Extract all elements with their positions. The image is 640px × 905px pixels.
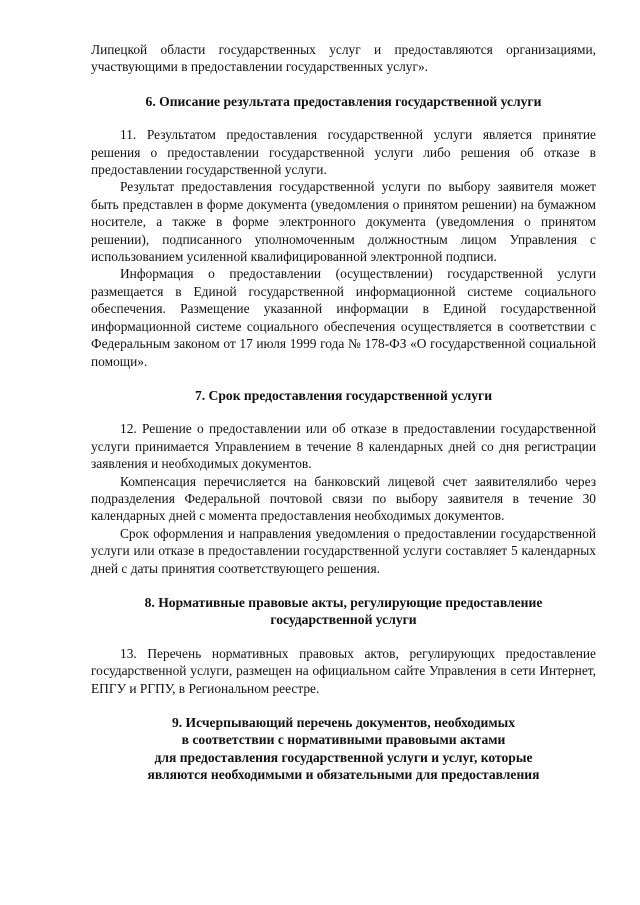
- paragraph-result-form: Результат предоставления государственной услуги по выбору заявителя может быть представлен в форме документа (уведомления о принятом решении) на бумажном носителе, а также в форме электронного документа (уведомления о принятом решении), подписанного уполномоченным должностным лицом Управления с использованием усиленной квалифицированной электронной подписи.: [91, 179, 596, 265]
- intro-paragraph: Липецкой области государственных услуг и предоставляются организациями, участвующими в предоставлении государственных услуг».: [91, 42, 596, 75]
- paragraph-notification-term: Срок оформления и направления уведомления о предоставлении государственной услуги или отказе в предоставлении государственной услуги составляет 5 календарных дней с даты принятия соответствующего решения.: [91, 525, 596, 576]
- section-7-heading: 7. Срок предоставления государственной услуги: [194, 387, 493, 403]
- paragraph-information: Информация о предоставлении (осуществлении) государственной услуги размещается в Единой государственной информационной системе социального обеспечения. Размещение указанной информации в Единой государственной информационной системе социального обеспечения осуществляется в соответствии с Федеральным законом от 17 июля 1999 года № 178-ФЗ «О государственной социальной помощи».: [91, 266, 596, 369]
- section-6-heading: 6. Описание результата предоставления государственной услуги: [145, 93, 542, 109]
- paragraph-12: 12. Решение о предоставлении или об отказе в предоставлении государственной услуги принимается Управлением в течение 8 календарных дней со дня регистрации заявления и необходимых документов.: [91, 421, 596, 472]
- section-9-heading-line-4: являются необходимыми и обязательными для предоставления: [147, 767, 540, 783]
- section-8-heading: [91, 594, 596, 629]
- section-9-heading-line-3: для предоставления государственной услуги и услуг, которые: [154, 749, 533, 765]
- paragraph-compensation: Компенсация перечисляется на банковский лицевой счет заявителялибо через подразделения Федеральной почтовой связи по выбору заявителя в течение 30 календарных дней с момента предоставления необходимых документов.: [91, 473, 596, 524]
- section-8-heading-line-1: 8. Нормативные правовые акты, регулирующие предоставление: [144, 594, 543, 610]
- document-body: [91, 41, 596, 784]
- paragraph-13: 13. Перечень нормативных правовых актов, регулирующих предоставление государственной услуги, размещен на официальном сайте Управления в сети Интернет, ЕПГУ и РГПУ, в Региональном реестре.: [91, 645, 596, 696]
- section-9-heading: [91, 714, 596, 784]
- paragraph-11: 11. Результатом предоставления государственной услуги является принятие решения о предоставлении государственной услуги либо решения об отказе в предоставлении государственной услуги.: [91, 127, 596, 178]
- section-8-heading-line-2: государственной услуги: [270, 612, 417, 628]
- section-9-heading-line-2: в соответствии с нормативными правовыми актами: [181, 732, 506, 748]
- section-9-heading-line-1: 9. Исчерпывающий перечень документов, необходимых: [171, 715, 516, 730]
